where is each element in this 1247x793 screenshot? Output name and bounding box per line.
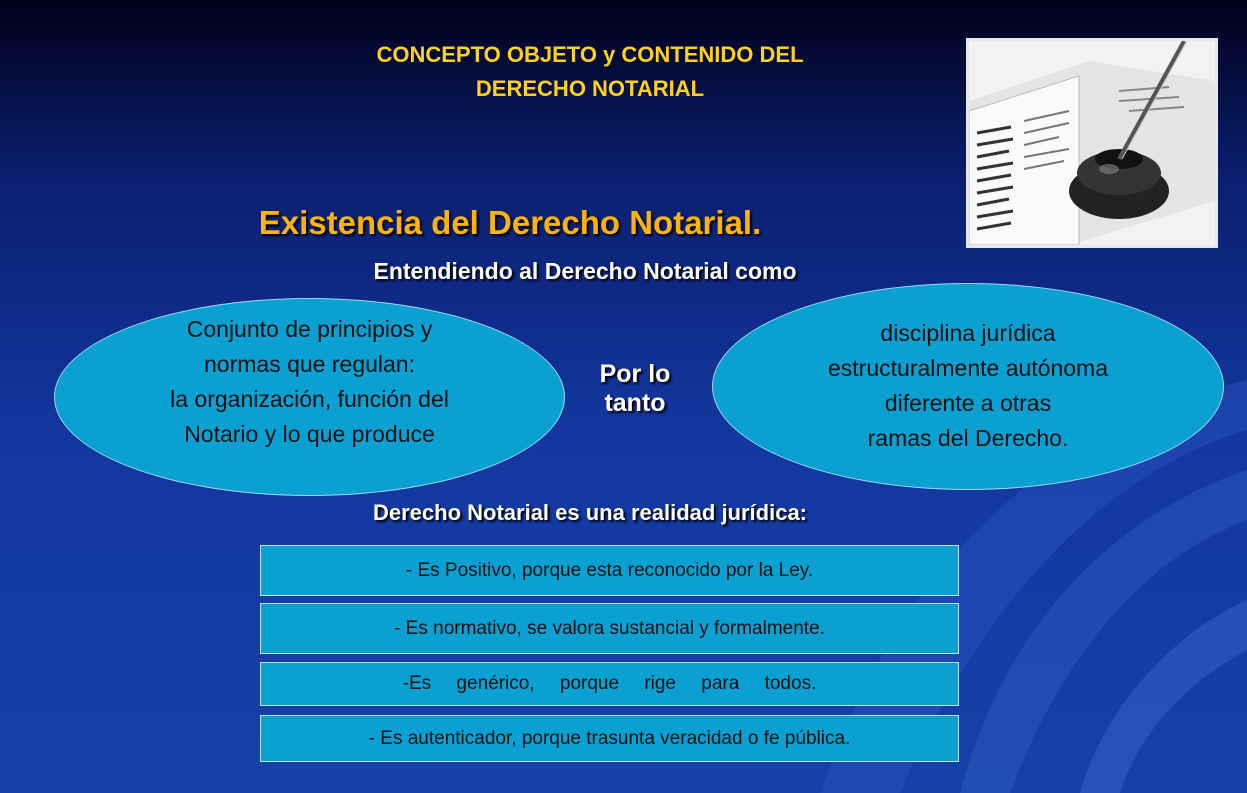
intro-text: Entendiendo al Derecho Notarial como xyxy=(373,258,797,284)
ink-pen-book-photo xyxy=(966,38,1218,248)
characteristic-normative: - Es normativo, se valora sustancial y formalmente. xyxy=(260,603,959,654)
characteristic-positive: - Es Positivo, porque esta reconocido por la Ley. xyxy=(260,545,959,596)
characteristic-authenticator: - Es autenticador, porque trasunta veracidad o fe pública. xyxy=(260,715,959,762)
section-heading: Existencia del Derecho Notarial. xyxy=(258,204,762,241)
page-title: CONCEPTO OBJETO y CONTENIDO DEL DERECHO NOTARIAL xyxy=(376,42,804,101)
connector-text: Por lo tanto xyxy=(599,360,671,417)
definition-ellipse: Conjunto de principios y normas que regulan: la organización, función del Notario y lo que produce xyxy=(54,298,565,496)
discipline-ellipse: disciplina jurídica estructuralmente autónoma diferente a otras ramas del Derecho. xyxy=(712,283,1224,490)
characteristic-generic: -Es genérico, porque rige para todos. xyxy=(260,662,959,706)
ink-pen-book-icon xyxy=(969,41,1215,245)
reality-heading: Derecho Notarial es una realidad jurídica: xyxy=(372,500,808,525)
